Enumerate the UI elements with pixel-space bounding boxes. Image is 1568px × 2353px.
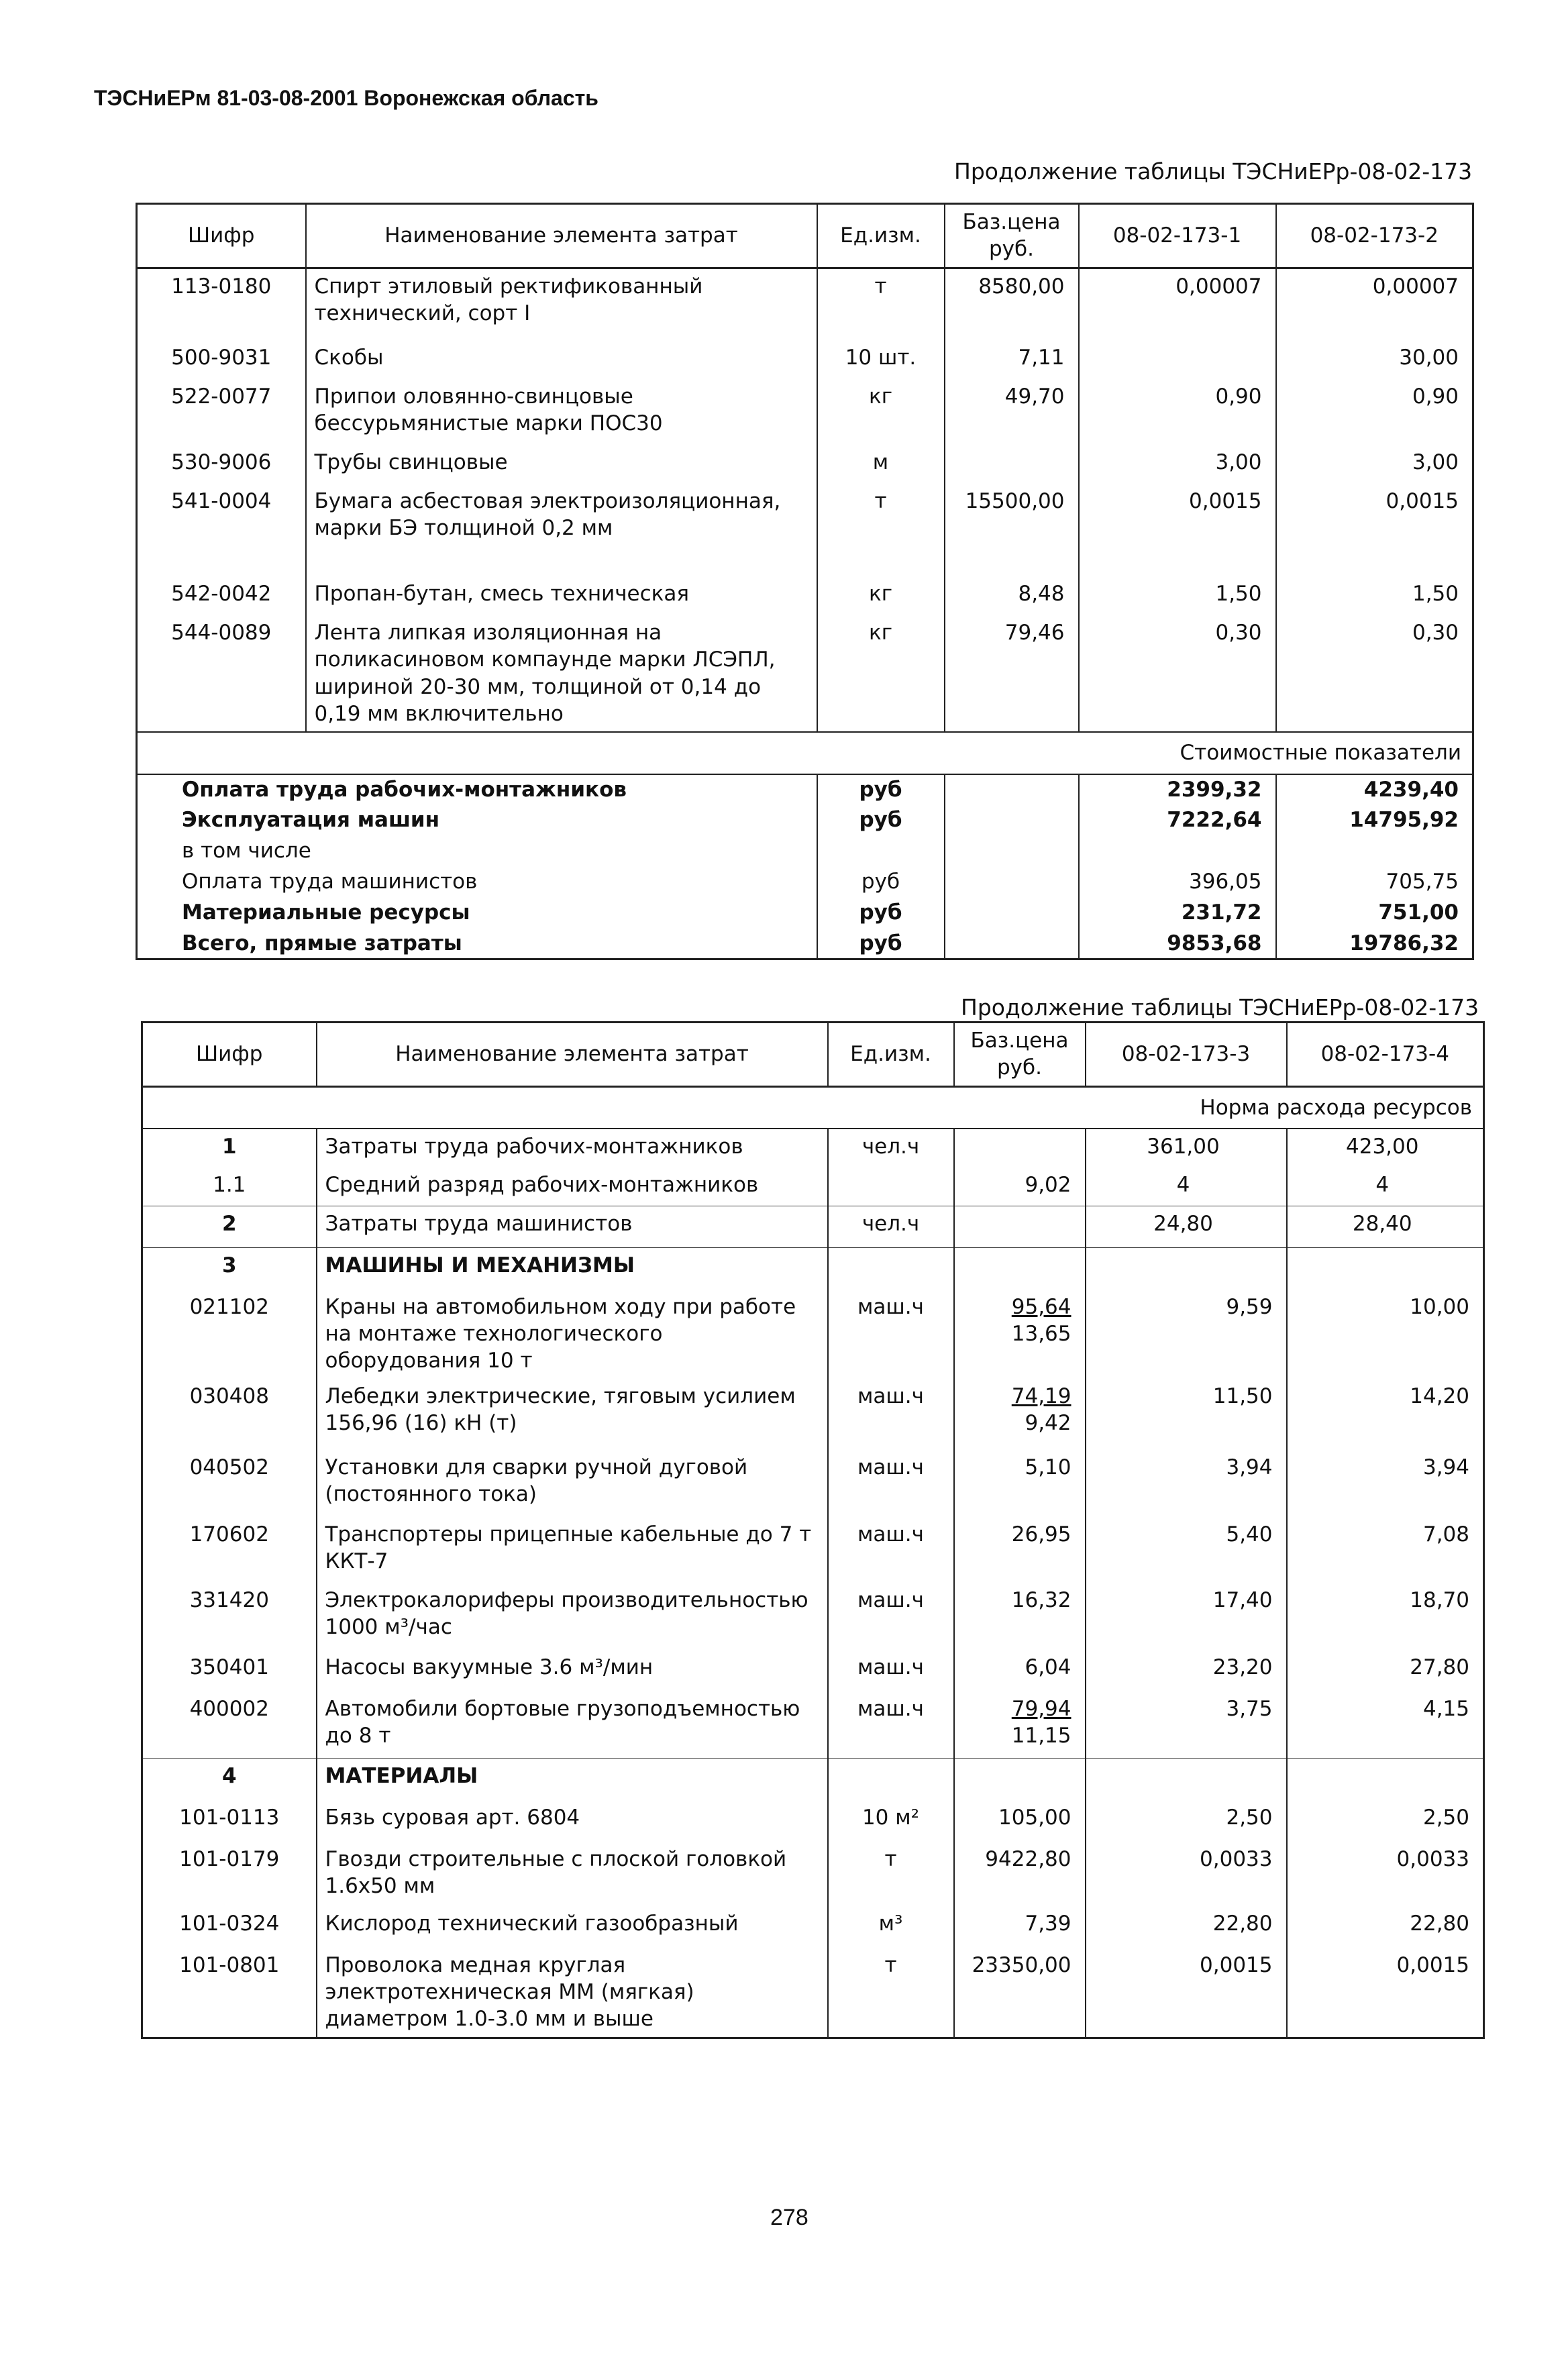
summary-label: Материальные ресурсы (137, 898, 817, 929)
summary-value-2: 751,00 (1276, 898, 1473, 929)
resource-price (954, 1450, 1086, 1517)
resource-name: Бязь суровая арт. 6804 (317, 1800, 828, 1842)
table-row (142, 1450, 1484, 1517)
price-value: 105,00 (998, 1805, 1072, 1830)
table-header-row (137, 204, 1473, 268)
norm-value-3: 24,80 (1086, 1206, 1287, 1248)
price-operator-value: 13,65 (1011, 1322, 1072, 1347)
resource-unit: т (817, 484, 945, 576)
column-header-code: Шифр (137, 204, 306, 268)
norm-value-1: 0,00007 (1079, 268, 1276, 340)
norm-value-1 (1079, 340, 1276, 379)
resource-unit (828, 1759, 954, 1800)
resource-code: 530-9006 (137, 445, 306, 484)
table-row (137, 615, 1473, 732)
resource-code: 542-0042 (137, 576, 306, 615)
resource-code: 3 (142, 1248, 317, 1290)
summary-value-2: 14795,92 (1276, 805, 1473, 836)
summary-value-1: 2399,32 (1079, 774, 1276, 805)
resource-unit: м (817, 445, 945, 484)
norm-value-3: 11,50 (1086, 1379, 1287, 1450)
price-value: 6,04 (1025, 1655, 1072, 1679)
section-title: Стоимостные показатели (137, 732, 1473, 774)
norm-value-4: 28,40 (1287, 1206, 1484, 1248)
resource-name: Проволока медная круглая электротехническая ММ (мягкая) диаметром 1.0-3.0 мм и выше (317, 1948, 828, 2038)
price-value: 9,02 (1025, 1172, 1072, 1197)
resource-price (954, 1248, 1086, 1290)
resource-code: 522-0077 (137, 379, 306, 445)
table-row (137, 379, 1473, 445)
resource-price (954, 1379, 1086, 1450)
table-row (142, 1583, 1484, 1650)
norm-value-4: 0,0015 (1287, 1948, 1484, 2038)
resource-price (954, 1517, 1086, 1583)
table-row (137, 340, 1473, 379)
table-row (142, 1800, 1484, 1842)
table-row (137, 268, 1473, 340)
page-number: 278 (770, 2205, 808, 2230)
table-row (142, 1842, 1484, 1906)
resource-unit: м³ (828, 1906, 954, 1948)
resource-name: МАТЕРИАЛЫ (317, 1759, 828, 1800)
table-row (142, 1248, 1484, 1290)
resource-price: 15500,00 (945, 484, 1079, 576)
norm-value-2: 1,50 (1276, 576, 1473, 615)
table-row (137, 576, 1473, 615)
resource-unit: 10 шт. (817, 340, 945, 379)
table-row (142, 1206, 1484, 1248)
norm-value-4: 423,00 (1287, 1129, 1484, 1167)
norm-value-3: 0,0033 (1086, 1842, 1287, 1906)
resource-name: Транспортеры прицепные кабельные до 7 т ККТ-7 (317, 1517, 828, 1583)
resource-name: Краны на автомобильном ходу при работе на монтаже технологического оборудования 10 т (317, 1290, 828, 1379)
summary-price (945, 898, 1079, 929)
norm-value-1: 3,00 (1079, 445, 1276, 484)
norm-value-1: 0,30 (1079, 615, 1276, 732)
resource-code: 040502 (142, 1450, 317, 1517)
column-header-unit: Ед.изм. (828, 1023, 954, 1087)
price-value: 26,95 (1011, 1522, 1072, 1547)
summary-row (137, 774, 1473, 805)
resource-price (954, 1842, 1086, 1906)
price-value: 74,19 (1011, 1383, 1072, 1408)
summary-unit (817, 836, 945, 867)
table-row (142, 1948, 1484, 2038)
table-row (142, 1906, 1484, 1948)
norm-value-3: 17,40 (1086, 1583, 1287, 1650)
table-row (142, 1650, 1484, 1691)
resource-unit (828, 1167, 954, 1206)
summary-value-2: 705,75 (1276, 867, 1473, 898)
summary-label: Всего, прямые затраты (137, 929, 817, 959)
column-header-code: Шифр (142, 1023, 317, 1087)
resource-price (954, 1691, 1086, 1759)
resource-code: 101-0324 (142, 1906, 317, 1948)
norm-value-4: 10,00 (1287, 1290, 1484, 1379)
resource-unit: т (817, 268, 945, 340)
norm-value-3: 4 (1086, 1167, 1287, 1206)
resource-code: 030408 (142, 1379, 317, 1450)
summary-value-2 (1276, 836, 1473, 867)
norm-value-4 (1287, 1759, 1484, 1800)
resource-code: 2 (142, 1206, 317, 1248)
column-header-norm-2: 08-02-173-2 (1276, 204, 1473, 268)
norm-value-3: 2,50 (1086, 1800, 1287, 1842)
table-header-row (142, 1023, 1484, 1087)
column-header-price: Баз.цена руб. (954, 1023, 1086, 1087)
resource-code: 500-9031 (137, 340, 306, 379)
norm-value-2: 0,0015 (1276, 484, 1473, 576)
summary-unit: руб (817, 867, 945, 898)
norm-value-2: 0,30 (1276, 615, 1473, 732)
section-title: Норма расхода ресурсов (142, 1086, 1484, 1129)
summary-label: Оплата труда рабочих-монтажников (137, 774, 817, 805)
resource-code: 1 (142, 1129, 317, 1167)
column-header-norm-1: 08-02-173-1 (1079, 204, 1276, 268)
resource-name: Лебедки электрические, тяговым усилием 156,96 (16) кН (т) (317, 1379, 828, 1450)
table2-continuation-caption: Продолжение таблицы ТЭСНиЕРр-08-02-173 (961, 994, 1479, 1021)
norm-value-4: 4,15 (1287, 1691, 1484, 1759)
norm-value-4: 0,0033 (1287, 1842, 1484, 1906)
resource-name: Лента липкая изоляционная на поликасиновом компаунде марки ЛСЭПЛ, шириной 20-30 мм, толщиной от 0,14 до 0,19 мм включительно (306, 615, 817, 732)
resource-price: 7,11 (945, 340, 1079, 379)
price-value: 95,64 (1011, 1294, 1072, 1319)
norm-value-2: 0,90 (1276, 379, 1473, 445)
resource-unit: маш.ч (828, 1450, 954, 1517)
summary-label: Оплата труда машинистов (137, 867, 817, 898)
resource-unit: кг (817, 379, 945, 445)
price-value: 9422,80 (985, 1846, 1072, 1871)
resource-price: 8580,00 (945, 268, 1079, 340)
summary-unit: руб (817, 805, 945, 836)
resource-name: Насосы вакуумные 3.6 м³/мин (317, 1650, 828, 1691)
resource-price (954, 1650, 1086, 1691)
summary-label: Эксплуатация машин (137, 805, 817, 836)
table-row (142, 1379, 1484, 1450)
summary-row (137, 898, 1473, 929)
resource-unit: маш.ч (828, 1583, 954, 1650)
resource-name: Электрокалориферы производительностью 1000 м³/час (317, 1583, 828, 1650)
resource-unit (828, 1248, 954, 1290)
resource-code: 170602 (142, 1517, 317, 1583)
norm-value-3: 0,0015 (1086, 1948, 1287, 2038)
resource-unit: маш.ч (828, 1379, 954, 1450)
summary-price (945, 929, 1079, 959)
summary-value-2: 19786,32 (1276, 929, 1473, 959)
resource-unit: чел.ч (828, 1129, 954, 1167)
norm-value-4 (1287, 1248, 1484, 1290)
resource-unit: т (828, 1948, 954, 2038)
resource-code: 4 (142, 1759, 317, 1800)
table-row (142, 1167, 1484, 1206)
resource-unit: кг (817, 576, 945, 615)
resource-price: 8,48 (945, 576, 1079, 615)
resource-code: 544-0089 (137, 615, 306, 732)
norm-value-1: 1,50 (1079, 576, 1276, 615)
resource-code: 101-0801 (142, 1948, 317, 2038)
resource-unit: маш.ч (828, 1517, 954, 1583)
resource-table-1 (136, 203, 1474, 960)
resource-name: Скобы (306, 340, 817, 379)
norm-value-2: 0,00007 (1276, 268, 1473, 340)
table-row (142, 1129, 1484, 1167)
resource-price (954, 1129, 1086, 1167)
resource-unit: т (828, 1842, 954, 1906)
norm-value-3: 3,94 (1086, 1450, 1287, 1517)
summary-price (945, 867, 1079, 898)
resource-name: Кислород технический газообразный (317, 1906, 828, 1948)
column-header-price: Баз.цена руб. (945, 204, 1079, 268)
resource-name: Пропан-бутан, смесь техническая (306, 576, 817, 615)
resource-unit: кг (817, 615, 945, 732)
norm-value-4: 7,08 (1287, 1517, 1484, 1583)
resource-name: Спирт этиловый ректификованный технический, сорт I (306, 268, 817, 340)
norm-value-4: 27,80 (1287, 1650, 1484, 1691)
column-header-unit: Ед.изм. (817, 204, 945, 268)
norm-value-3 (1086, 1248, 1287, 1290)
resource-code: 101-0113 (142, 1800, 317, 1842)
summary-row (137, 805, 1473, 836)
price-value: 7,39 (1025, 1911, 1072, 1936)
summary-label: в том числе (137, 836, 817, 867)
norm-value-4: 18,70 (1287, 1583, 1484, 1650)
column-header-name: Наименование элемента затрат (306, 204, 817, 268)
summary-value-1: 396,05 (1079, 867, 1276, 898)
resource-name: Бумага асбестовая электроизоляционная, марки БЭ толщиной 0,2 мм (306, 484, 817, 576)
table-row (142, 1691, 1484, 1759)
summary-unit: руб (817, 898, 945, 929)
summary-value-1: 7222,64 (1079, 805, 1276, 836)
resource-code: 101-0179 (142, 1842, 317, 1906)
resource-price: 49,70 (945, 379, 1079, 445)
resource-price (954, 1583, 1086, 1650)
resource-name: Установки для сварки ручной дуговой (постоянного тока) (317, 1450, 828, 1517)
column-header-name: Наименование элемента затрат (317, 1023, 828, 1087)
norm-value-1: 0,90 (1079, 379, 1276, 445)
resource-name: Припои оловянно-свинцовые бессурьмянистые марки ПОС30 (306, 379, 817, 445)
norm-value-1: 0,0015 (1079, 484, 1276, 576)
price-value: 79,94 (1011, 1696, 1072, 1721)
summary-price (945, 836, 1079, 867)
norm-value-3 (1086, 1759, 1287, 1800)
norm-value-4: 3,94 (1287, 1450, 1484, 1517)
document-title: ТЭСНиЕРм 81-03-08-2001 Воронежская область (94, 86, 598, 110)
summary-price (945, 805, 1079, 836)
resource-name: Трубы свинцовые (306, 445, 817, 484)
norm-value-3: 22,80 (1086, 1906, 1287, 1948)
resource-name: Затраты труда рабочих-монтажников (317, 1129, 828, 1167)
section-title-row (142, 1086, 1484, 1129)
table1-continuation-caption: Продолжение таблицы ТЭСНиЕРр-08-02-173 (954, 158, 1473, 185)
resource-code: 1.1 (142, 1167, 317, 1206)
resource-code: 113-0180 (137, 268, 306, 340)
resource-unit: чел.ч (828, 1206, 954, 1248)
norm-value-4: 22,80 (1287, 1906, 1484, 1948)
resource-price (954, 1290, 1086, 1379)
resource-price: 79,46 (945, 615, 1079, 732)
resource-name: Средний разряд рабочих-монтажников (317, 1167, 828, 1206)
summary-value-1: 231,72 (1079, 898, 1276, 929)
summary-row (137, 867, 1473, 898)
resource-code: 331420 (142, 1583, 317, 1650)
summary-value-1: 9853,68 (1079, 929, 1276, 959)
summary-unit: руб (817, 929, 945, 959)
resource-code: 350401 (142, 1650, 317, 1691)
norm-value-3: 5,40 (1086, 1517, 1287, 1583)
resource-unit: маш.ч (828, 1691, 954, 1759)
resource-price (954, 1206, 1086, 1248)
resource-name: Затраты труда машинистов (317, 1206, 828, 1248)
resource-code: 021102 (142, 1290, 317, 1379)
table-row (137, 484, 1473, 576)
norm-value-2: 3,00 (1276, 445, 1473, 484)
summary-value-2: 4239,40 (1276, 774, 1473, 805)
price-value: 5,10 (1025, 1455, 1072, 1479)
norm-value-2: 30,00 (1276, 340, 1473, 379)
summary-value-1 (1079, 836, 1276, 867)
resource-price (954, 1800, 1086, 1842)
price-value: 16,32 (1011, 1587, 1072, 1612)
resource-table-2 (141, 1021, 1485, 2039)
resource-unit: маш.ч (828, 1650, 954, 1691)
resource-name: Автомобили бортовые грузоподъемностью до 8 т (317, 1691, 828, 1759)
price-operator-value: 9,42 (1025, 1411, 1072, 1436)
resource-unit: 10 м² (828, 1800, 954, 1842)
resource-name: МАШИНЫ И МЕХАНИЗМЫ (317, 1248, 828, 1290)
summary-row (137, 929, 1473, 959)
resource-name: Гвозди строительные с плоской головкой 1.6х50 мм (317, 1842, 828, 1906)
price-operator-value: 11,15 (1011, 1724, 1072, 1748)
section-title-row (137, 732, 1473, 774)
price-value: 23350,00 (972, 1952, 1072, 1977)
resource-price (954, 1167, 1086, 1206)
resource-price (954, 1948, 1086, 2038)
resource-code: 541-0004 (137, 484, 306, 576)
summary-price (945, 774, 1079, 805)
resource-code: 400002 (142, 1691, 317, 1759)
summary-row (137, 836, 1473, 867)
table-row (137, 445, 1473, 484)
norm-value-3: 3,75 (1086, 1691, 1287, 1759)
resource-unit: маш.ч (828, 1290, 954, 1379)
column-header-norm-3: 08-02-173-3 (1086, 1023, 1287, 1087)
norm-value-3: 9,59 (1086, 1290, 1287, 1379)
table-row (142, 1759, 1484, 1800)
norm-value-4: 4 (1287, 1167, 1484, 1206)
table-row (142, 1290, 1484, 1379)
table-row (142, 1517, 1484, 1583)
norm-value-3: 23,20 (1086, 1650, 1287, 1691)
resource-price (945, 445, 1079, 484)
norm-value-3: 361,00 (1086, 1129, 1287, 1167)
resource-price (954, 1759, 1086, 1800)
summary-unit: руб (817, 774, 945, 805)
column-header-norm-4: 08-02-173-4 (1287, 1023, 1484, 1087)
norm-value-4: 14,20 (1287, 1379, 1484, 1450)
norm-value-4: 2,50 (1287, 1800, 1484, 1842)
resource-price (954, 1906, 1086, 1948)
